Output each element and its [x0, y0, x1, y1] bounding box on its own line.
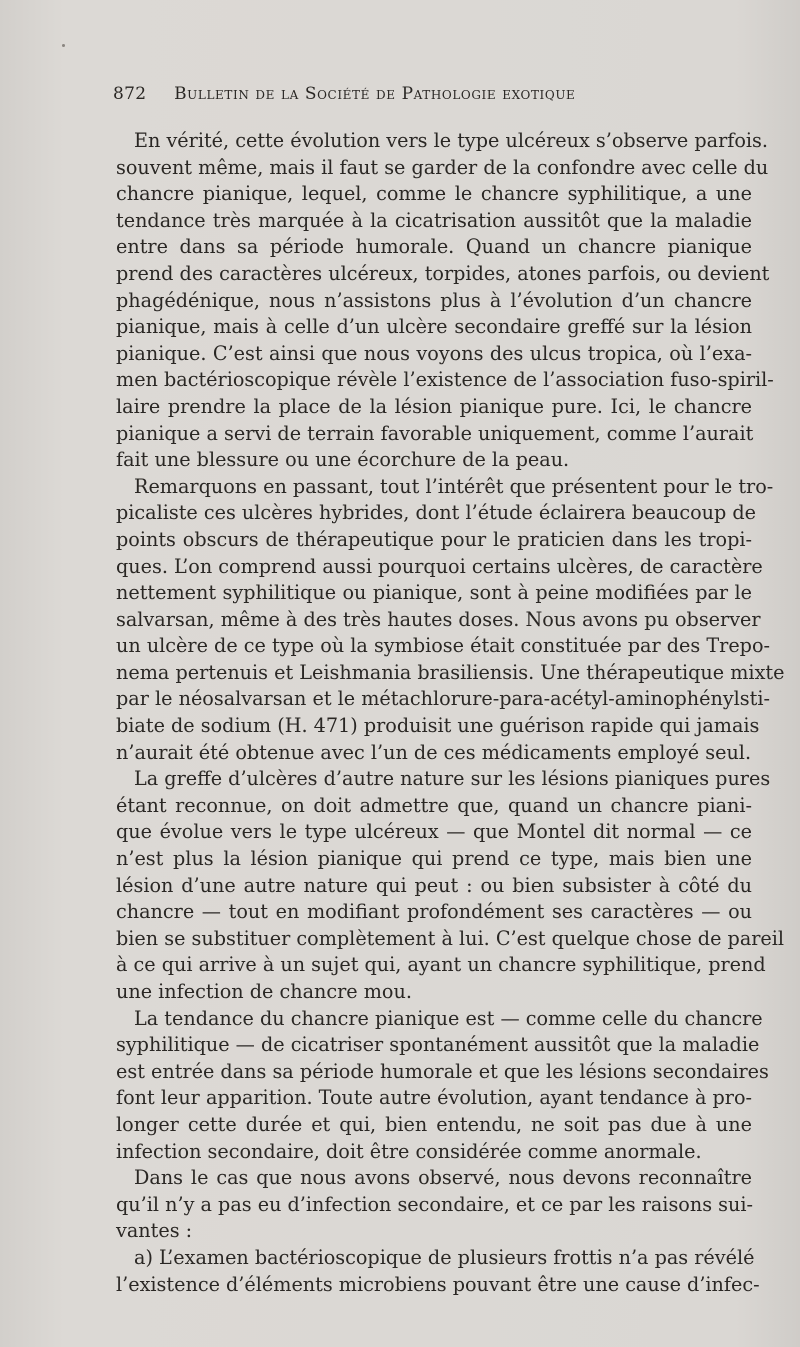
text-line: points obscurs de thérapeutique pour le praticien dans les tropi-	[116, 527, 752, 551]
body-text	[116, 128, 785, 1298]
text-line: un ulcère de ce type où la symbiose était constituée par des Trepo-	[116, 634, 770, 658]
text-line: tendance très marquée à la cicatrisation aussitôt que la maladie	[116, 208, 752, 232]
text-line: bien se substituer complètement à lui. C’est quelque chose de pareil	[116, 926, 785, 950]
text-line: syphilitique — de cicatriser spontanément aussitôt que la maladie	[116, 1033, 760, 1057]
text-line: est entrée dans sa période humorale et que les lésions secondaires	[116, 1059, 769, 1083]
text-line: font leur apparition. Toute autre évolution, ayant tendance à pro-	[116, 1086, 752, 1110]
text-line: longer cette durée et qui, bien entendu, ne soit pas due à une	[116, 1112, 752, 1136]
text-line: men bactérioscopique révèle l’existence de l’association fuso-spiril-	[116, 368, 774, 392]
text-line: chancre pianique, lequel, comme le chancre syphilitique, a une	[116, 182, 752, 206]
text-line: pianique. C’est ainsi que nous voyons des ulcus tropica, où l’exa-	[116, 341, 752, 365]
text-line: laire prendre la place de la lésion pianique pure. Ici, le chancre	[116, 394, 752, 418]
text-line: pianique a servi de terrain favorable uniquement, comme l’aurait	[116, 421, 754, 445]
text-line: ques. L’on comprend aussi pourquoi certains ulcères, de caractère	[116, 554, 763, 578]
text-line: lésion d’une autre nature qui peut : ou bien subsister à côté du	[116, 873, 752, 897]
text-line: n’est plus la lésion pianique qui prend ce type, mais bien une	[116, 847, 752, 871]
page-number: 872	[113, 84, 147, 104]
text-line: l’existence d’éléments microbiens pouvant être une cause d’infec-	[116, 1272, 760, 1296]
text-line: infection secondaire, doit être considérée comme anormale.	[116, 1139, 702, 1163]
text-line: à ce qui arrive à un sujet qui, ayant un chancre syphilitique, prend	[116, 953, 766, 977]
text-line: étant reconnue, on doit admettre que, quand un chancre piani-	[116, 793, 752, 817]
text-line: La tendance du chancre pianique est — comme celle du chancre	[134, 1006, 763, 1030]
text-line: prend des caractères ulcéreux, torpides, atones parfois, ou devient	[116, 261, 770, 285]
paper-speck	[62, 44, 65, 47]
text-line: souvent même, mais il faut se garder de la confondre avec celle du	[116, 155, 769, 179]
text-line: que évolue vers le type ulcéreux — que Montel dit normal — ce	[116, 820, 752, 844]
text-line: chancre — tout en modifiant profondément ses caractères — ou	[116, 900, 752, 924]
text-line: salvarsan, même à des très hautes doses. Nous avons pu observer	[116, 607, 761, 631]
text-line: biate de sodium (H. 471) produisit une guérison rapide qui jamais	[116, 714, 760, 738]
text-line: nema pertenuis et Leishmania brasiliensis. Une thérapeutique mixte	[116, 660, 785, 684]
text-line: qu’il n’y a pas eu d’infection secondaire, et ce par les raisons sui-	[116, 1192, 753, 1216]
text-line: En vérité, cette évolution vers le type ulcéreux s’observe parfois.	[134, 129, 768, 152]
text-line: pianique, mais à celle d’un ulcère secondaire greffé sur la lésion	[116, 315, 752, 339]
text-line: nettement syphilitique ou pianique, sont à peine modifiées par le	[116, 581, 752, 605]
text-line: vantes :	[116, 1219, 193, 1243]
text-line: Dans le cas que nous avons observé, nous devons reconnaître	[134, 1166, 752, 1190]
text-line: picaliste ces ulcères hybrides, dont l’étude éclairera beaucoup de	[116, 501, 757, 525]
text-line: La greffe d’ulcères d’autre nature sur les lésions pianiques pures	[134, 767, 771, 791]
text-line: n’aurait été obtenue avec l’un de ces médicaments employé seul.	[116, 740, 752, 764]
running-header	[113, 84, 673, 104]
text-line: Remarquons en passant, tout l’intérêt que présentent pour le tro-	[134, 474, 774, 498]
text-line: a) L’examen bactérioscopique de plusieurs frottis n’a pas révélé	[134, 1245, 755, 1269]
text-line: phagédénique, nous n’assistons plus à l’évolution d’un chancre	[116, 288, 752, 312]
text-line: une infection de chancre mou.	[116, 980, 412, 1003]
text-line: par le néosalvarsan et le métachlorure-para-acétyl-aminophénylsti-	[116, 687, 770, 711]
text-line: entre dans sa période humorale. Quand un chancre pianique	[116, 235, 752, 259]
text-line: fait une blessure ou une écorchure de la peau.	[116, 448, 570, 472]
journal-title: Bulletin de la Société de Pathologie exotique	[174, 84, 576, 104]
